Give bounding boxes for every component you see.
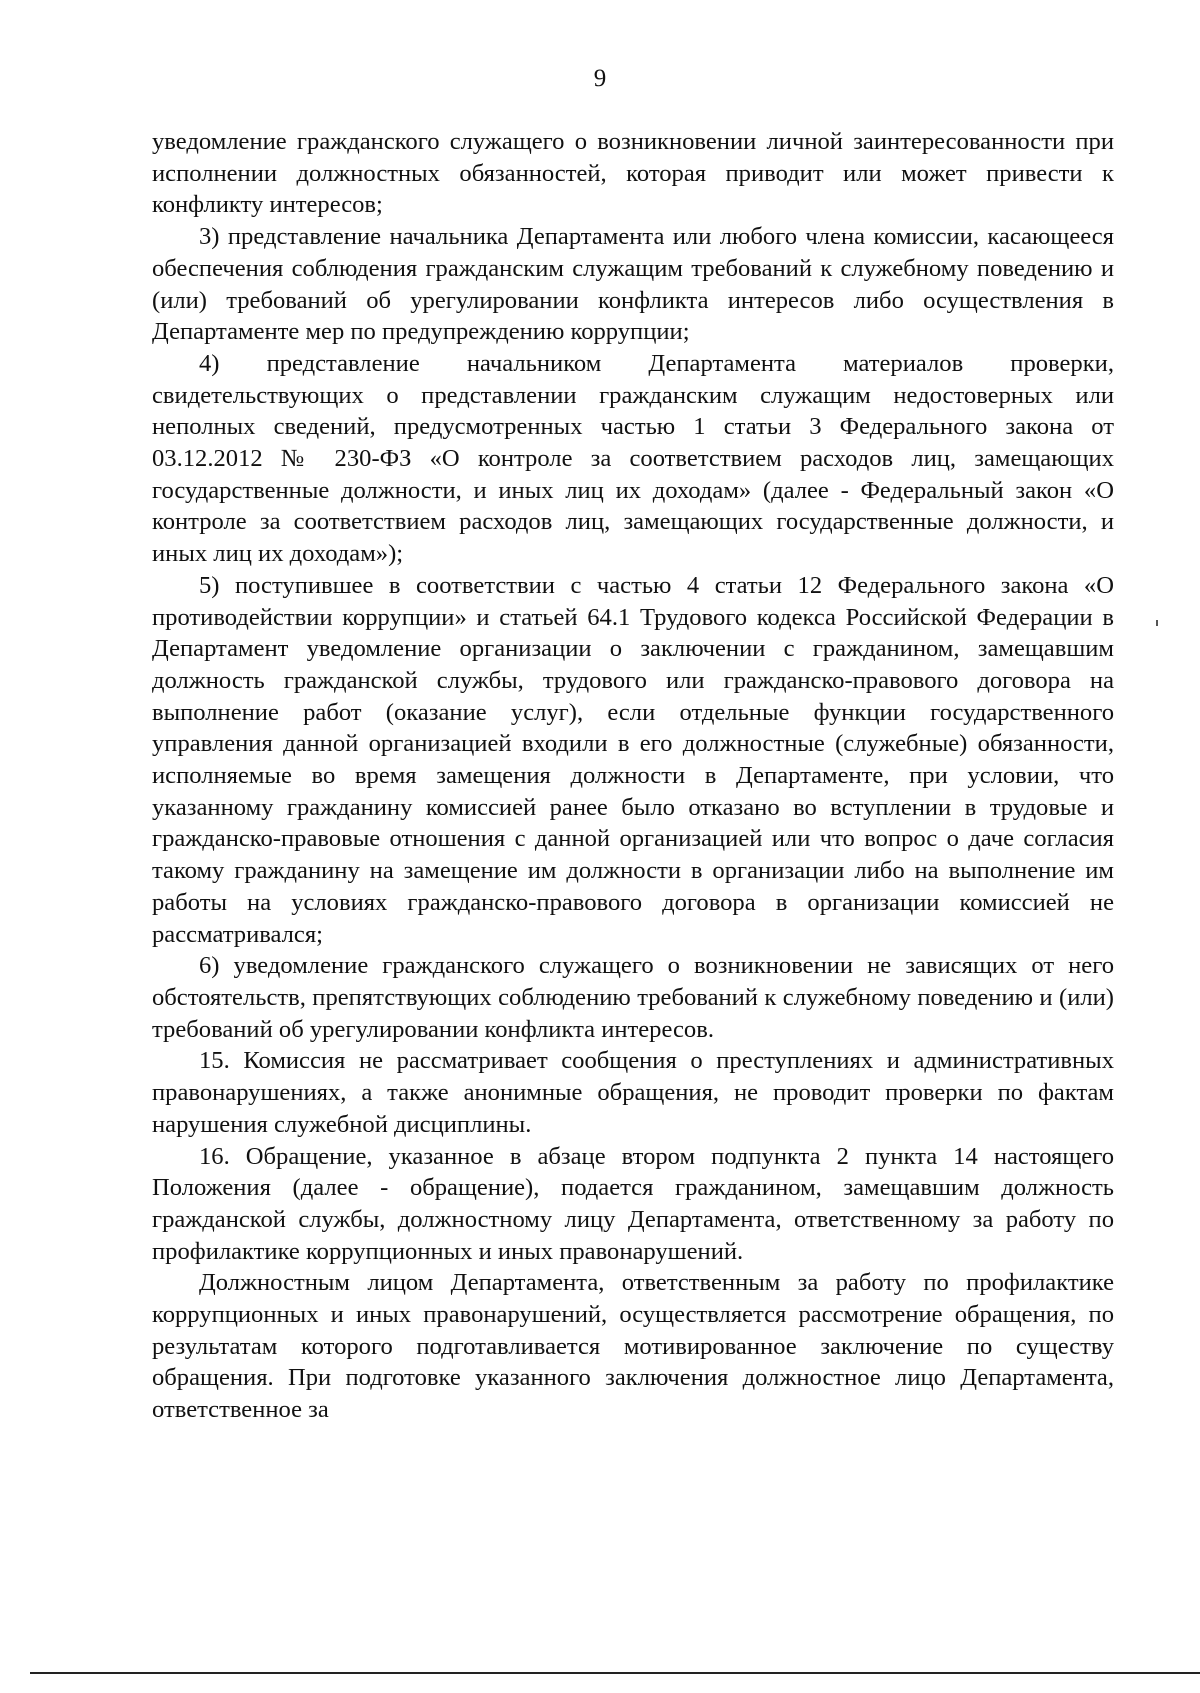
paragraph-item-6: 6) уведомление гражданского служащего о возникновении не зависящих от него обстоятельств, препятствующих соблюдению требований к служебному поведению и (или) требований об урегулировании конфликта интересов. [152, 952, 1114, 1043]
document-body [152, 126, 1114, 1426]
paragraph-official-review: Должностным лицом Департамента, ответственным за работу по профилактике коррупционных и иных правонарушений, осуществляется рассмотрение обращения, по результатам которого подготавливается мотивированное заключение по существу обращения. При подготовке указанного заключения должностное лицо Департамента, ответственное за [152, 1269, 1114, 1424]
scan-speck [1156, 620, 1158, 626]
paragraph-continuation: уведомление гражданского служащего о возникновении личной заинтересованности при исполнении должностных обязанностей, которая приводит или может привести к конфликту интересов; [152, 128, 1114, 219]
page-number: 9 [593, 65, 607, 92]
paragraph-point-15: 15. Комиссия не рассматривает сообщения о преступлениях и административных правонарушениях, а также анонимные обращения, не проводит проверки по фактам нарушения служебной дисциплины. [152, 1047, 1114, 1138]
paragraph-point-16: 16. Обращение, указанное в абзаце втором подпункта 2 пункта 14 настоящего Положения (далее - обращение), подается гражданином, замещавшим должность гражданской службы, должностному лицу Департамента, ответственному за работу по профилактике коррупционных и иных правонарушений. [152, 1142, 1114, 1265]
bottom-rule [30, 1672, 1200, 1674]
paragraph-item-3: 3) представление начальника Департамента или любого члена комиссии, касающееся обеспечения соблюдения гражданским служащим требований к служебному поведению и (или) требований об урегулировании конфликта интересов либо осуществления в Департаменте мер по предупреждению коррупции; [152, 223, 1114, 346]
paragraph-item-5: 5) поступившее в соответствии с частью 4 статьи 12 Федерального закона «О противодействии коррупции» и статьей 64.1 Трудового кодекса Российской Федерации в Департамент уведомление организации о заключении с гражданином, замещавшим должность гражданской службы, трудового или гражданско-правового договора на выполнение работ (оказание услуг), если отдельные функции государственного управления данной организацией входили в его должностные (служебные) обязанности, исполняемые во время замещения должности в Департаменте, при условии, что указанному гражданину комиссией ранее было отказано во вступлении в трудовые и гражданско-правовые отношения с данной организацией или что вопрос о даче согласия такому гражданину на замещение им должности в организации либо на выполнение им работы на условиях гражданско-правового договора в организации комиссией не рассматривался; [152, 571, 1114, 948]
paragraph-item-4: 4) представление начальником Департамента материалов проверки, свидетельствующих о представлении гражданским служащим недостоверных или неполных сведений, предусмотренных частью 1 статьи 3 Федерального закона от 03.12.2012 № 230-ФЗ «О контроле за соответствием расходов лиц, замещающих государственные должности, и иных лиц их доходам» (далее - Федеральный закон «О контроле за соответствием расходов лиц, замещающих государственные должности, и иных лиц их доходам»); [152, 349, 1114, 568]
